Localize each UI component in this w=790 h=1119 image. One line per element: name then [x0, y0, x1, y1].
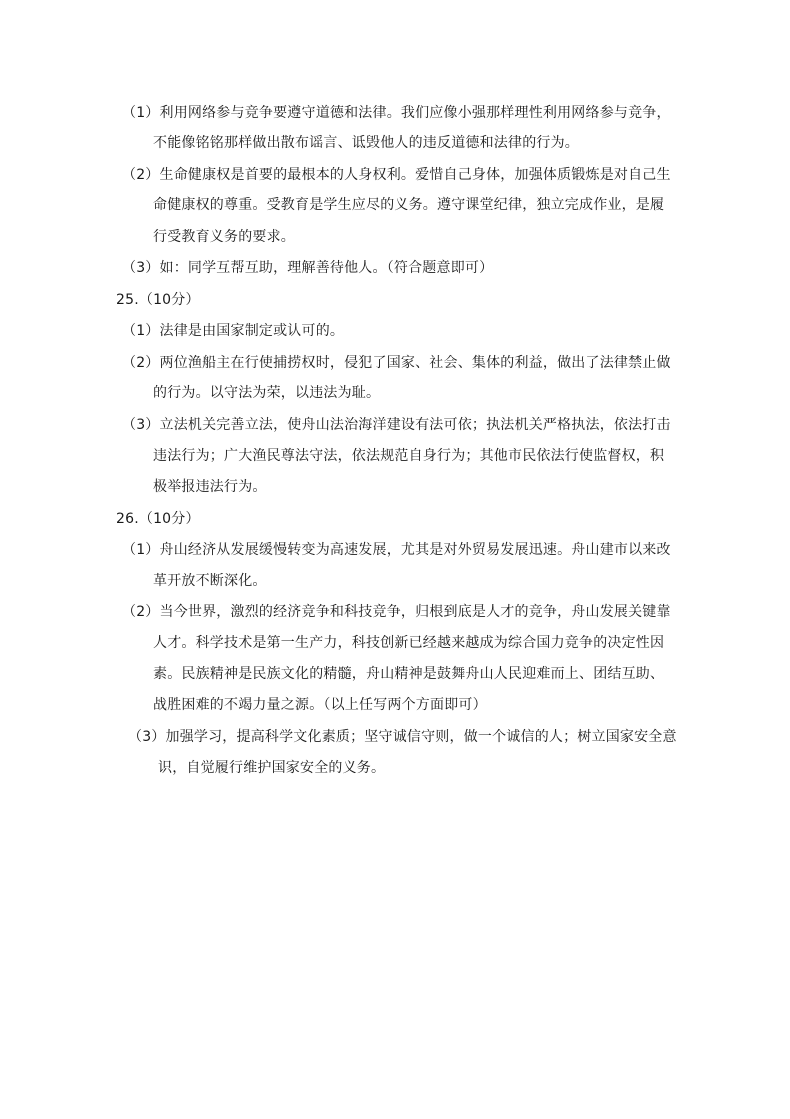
q26-item2-line2: 人才。科学技术是第一生产力，科技创新已经越来越成为综合国力竞争的决定性因 — [153, 635, 665, 651]
q26-item1-line1: （1）舟山经济从发展缓慢转变为高速发展，尤其是对外贸易发展迅速。舟山建市以来改 — [122, 542, 671, 558]
q24-item2-line3: 行受教育义务的要求。 — [153, 229, 295, 245]
q24-item1-line1: （1）利用网络参与竞争要遵守道德和法律。我们应像小强那样理性利用网络参与竞争， — [122, 105, 671, 121]
q26-heading: 26.（10分） — [116, 511, 200, 527]
q25-item2-line2: 的行为。以守法为荣，以违法为耻。 — [153, 385, 381, 401]
q25-item3-line3: 极举报违法行为。 — [153, 479, 267, 495]
q26-item3-line2: 识，自觉履行维护国家安全的义务。 — [158, 760, 386, 776]
q24-item2-line1: （2）生命健康权是首要的最根本的人身权利。爱惜自己身体，加强体质锻炼是对自己生 — [122, 167, 671, 183]
q26-item1-line2: 革开放不断深化。 — [153, 573, 267, 589]
q26-item2-line1: （2）当今世界，激烈的经济竞争和科技竞争，归根到底是人才的竞争，舟山发展关键靠 — [122, 604, 671, 620]
q26-item2-line3: 素。民族精神是民族文化的精髓，舟山精神是鼓舞舟山人民迎难而上、团结互助、 — [153, 666, 665, 682]
q25-item1-line1: （1）法律是由国家制定或认可的。 — [122, 323, 345, 339]
q24-item3-line1: （3）如：同学互帮互助，理解善待他人。（符合题意即可） — [122, 260, 494, 276]
q24-item2-line2: 命健康权的尊重。受教育是学生应尽的义务。遵守课堂纪律，独立完成作业，是履 — [153, 197, 665, 213]
q25-item2-line1: （2）两位渔船主在行使捕捞权时，侵犯了国家、社会、集体的利益，做出了法律禁止做 — [122, 355, 671, 371]
q25-item3-line2: 违法行为；广大渔民尊法守法，依法规范自身行为；其他市民依法行使监督权，积 — [153, 448, 665, 464]
q25-item3-line1: （3）立法机关完善立法，使舟山法治海洋建设有法可依；执法机关严格执法，依法打击 — [122, 417, 671, 433]
q24-item1-line2: 不能像铭铭那样做出散布谣言、诋毁他人的违反道德和法律的行为。 — [153, 135, 579, 151]
q26-item3-line1: （3）加强学习，提高科学文化素质；坚守诚信守则，做一个诚信的人；树立国家安全意 — [128, 729, 677, 745]
q25-heading: 25.（10分） — [116, 292, 200, 308]
q26-item2-line4: 战胜困难的不竭力量之源。（以上任写两个方面即可） — [153, 697, 487, 713]
